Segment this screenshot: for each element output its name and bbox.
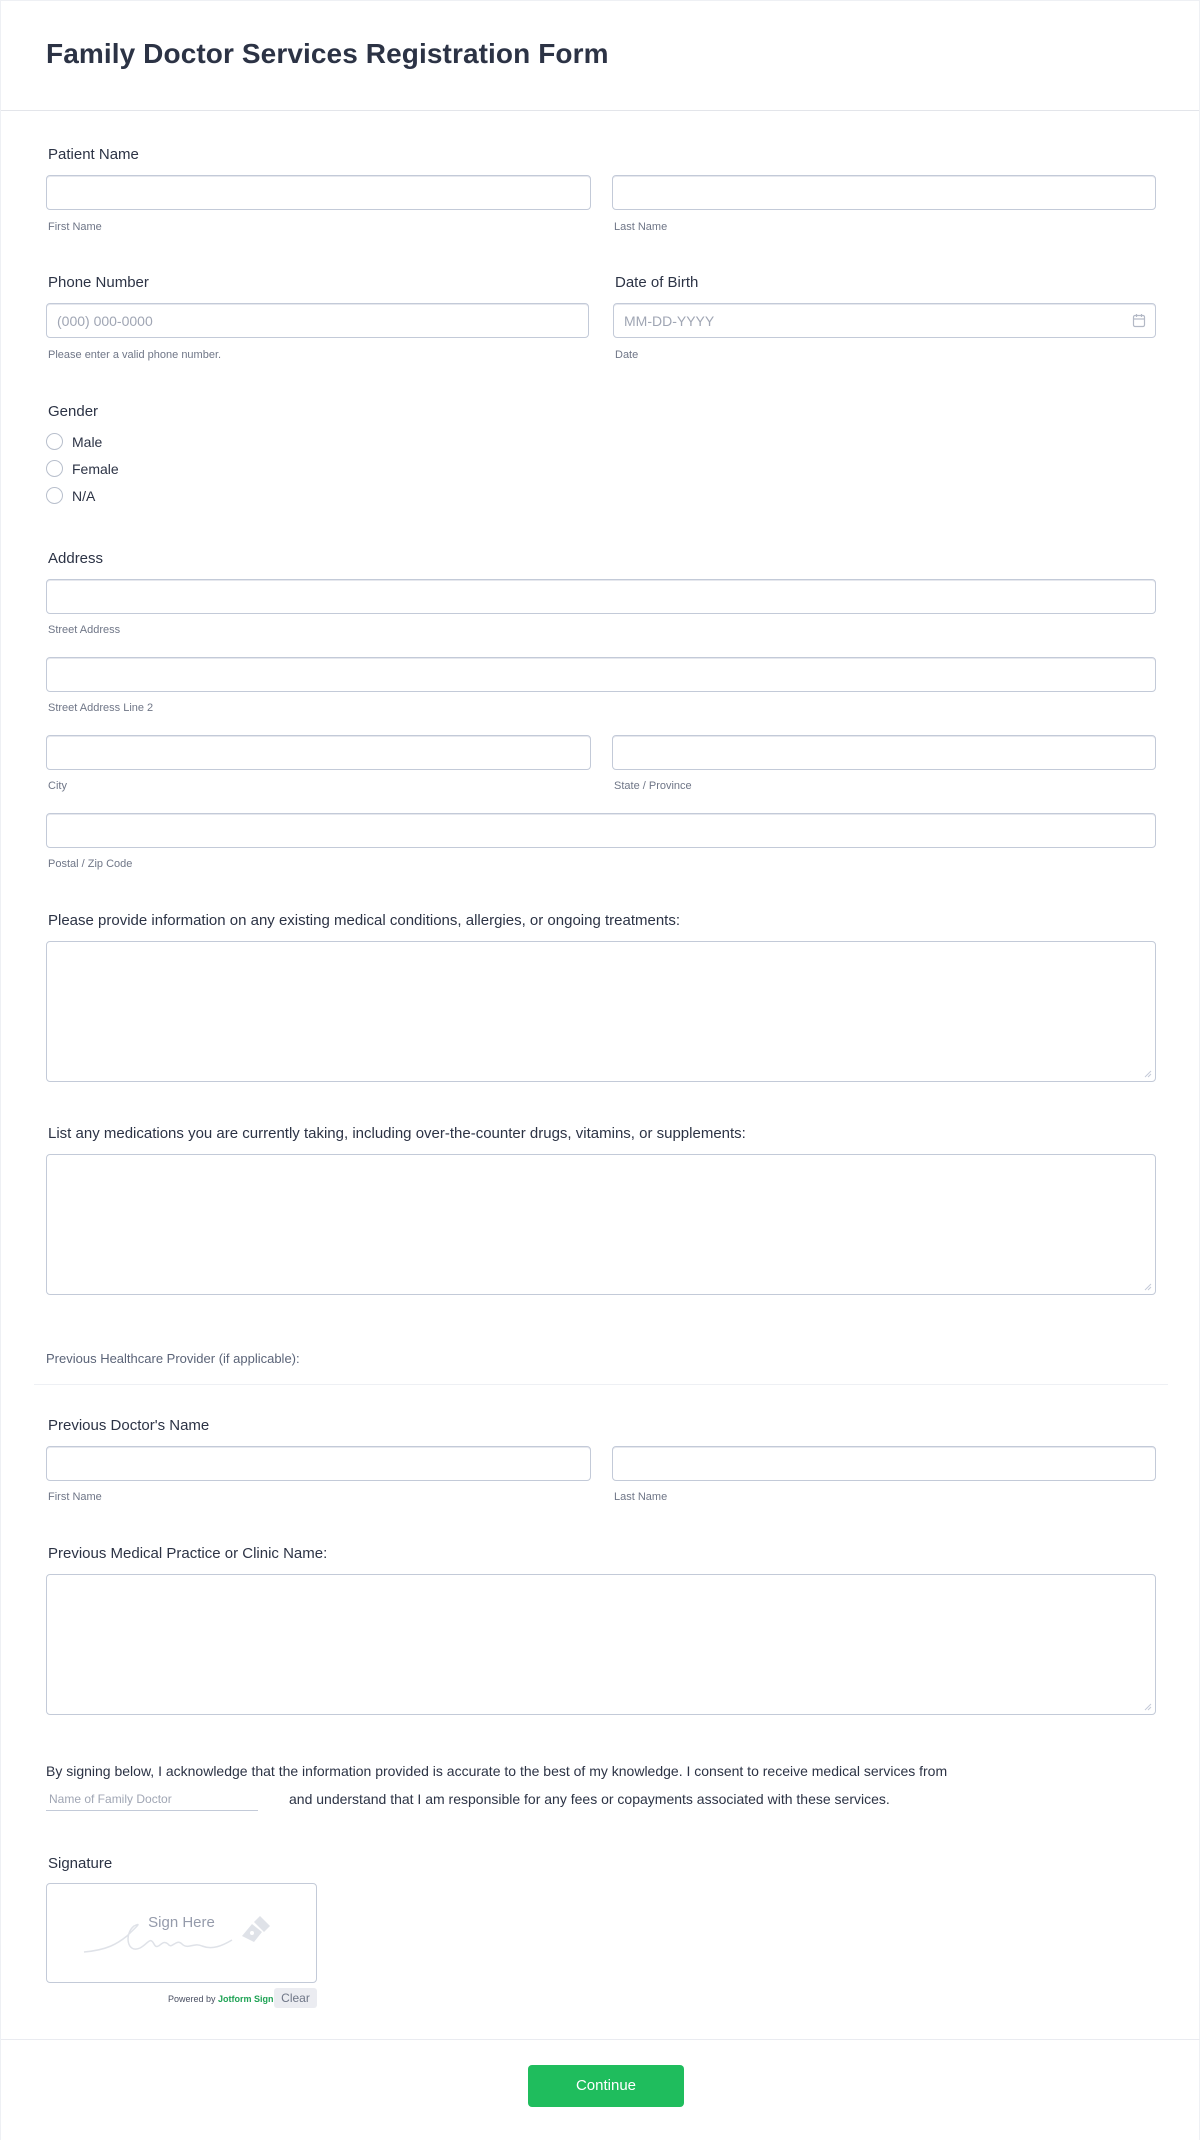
- dob-placeholder: MM-DD-YYYY: [624, 313, 715, 329]
- form-header: [1, 1, 1199, 111]
- gender-label: Gender: [48, 403, 99, 420]
- signature-label: Signature: [48, 1855, 113, 1872]
- street-address-input[interactable]: [46, 579, 1156, 614]
- street-address-line2-sublabel: Street Address Line 2: [48, 702, 154, 714]
- dob-sublabel: Date: [615, 349, 639, 361]
- consent-text-line1: By signing below, I acknowledge that the information provided is accurate to the best of my knowledge. I consent to receive medical services from: [46, 1763, 948, 1779]
- gender-radio-na[interactable]: [46, 487, 63, 504]
- resize-grip-icon[interactable]: [1144, 1703, 1152, 1711]
- conditions-textarea[interactable]: [46, 941, 1156, 1082]
- clear-signature-button[interactable]: Clear: [274, 1988, 317, 2008]
- street-address-line2-input[interactable]: [46, 657, 1156, 692]
- previous-practice-label: Previous Medical Practice or Clinic Name:: [48, 1545, 328, 1562]
- powered-by-prefix: Powered by: [168, 1994, 216, 2004]
- previous-doctor-label: Previous Doctor's Name: [48, 1417, 210, 1434]
- gender-option-male-label[interactable]: Male: [72, 434, 103, 450]
- footer-divider: [1, 2039, 1200, 2040]
- dob-label: Date of Birth: [615, 274, 699, 291]
- patient-last-name-sublabel: Last Name: [614, 221, 668, 233]
- gender-option-female-label[interactable]: Female: [72, 461, 119, 477]
- section-divider: [34, 1384, 1168, 1385]
- medications-label: List any medications you are currently taking, including over-the-counter drugs, vitamins, or supplements:: [48, 1125, 746, 1142]
- dob-input[interactable]: [613, 303, 1156, 338]
- family-doctor-name-input[interactable]: [46, 1789, 258, 1811]
- gender-option-na-label[interactable]: N/A: [72, 488, 96, 504]
- state-sublabel: State / Province: [614, 780, 692, 792]
- previous-provider-heading: Previous Healthcare Provider (if applicable):: [46, 1351, 300, 1366]
- previous-practice-textarea[interactable]: [46, 1574, 1156, 1715]
- previous-doctor-last-name-sublabel: Last Name: [614, 1491, 668, 1503]
- zip-sublabel: Postal / Zip Code: [48, 858, 133, 870]
- patient-first-name-sublabel: First Name: [48, 221, 102, 233]
- phone-sublabel: Please enter a valid phone number.: [48, 349, 222, 361]
- city-sublabel: City: [48, 780, 67, 792]
- zip-input[interactable]: [46, 813, 1156, 848]
- jotform-sign-link[interactable]: Jotform Sign: [218, 1994, 274, 2004]
- form-title: Family Doctor Services Registration Form: [46, 38, 609, 69]
- patient-first-name-input[interactable]: [46, 175, 591, 210]
- sign-here-placeholder: Sign Here: [148, 1914, 215, 1931]
- calendar-icon[interactable]: [1132, 313, 1146, 328]
- signature-scribble-icon: [82, 1914, 292, 1959]
- signature-pad[interactable]: [46, 1883, 317, 1983]
- gender-radio-female[interactable]: [46, 460, 63, 477]
- gender-radio-male[interactable]: [46, 433, 63, 450]
- family-doctor-name-placeholder: Name of Family Doctor: [49, 1792, 172, 1806]
- street-address-sublabel: Street Address: [48, 624, 121, 636]
- previous-doctor-last-name-input[interactable]: [612, 1446, 1156, 1481]
- medications-textarea[interactable]: [46, 1154, 1156, 1295]
- phone-input[interactable]: [46, 303, 589, 338]
- city-input[interactable]: [46, 735, 591, 770]
- resize-grip-icon[interactable]: [1144, 1283, 1152, 1291]
- state-input[interactable]: [612, 735, 1156, 770]
- phone-placeholder: (000) 000-0000: [57, 313, 153, 329]
- previous-doctor-first-name-sublabel: First Name: [48, 1491, 102, 1503]
- patient-name-label: Patient Name: [48, 146, 139, 163]
- patient-last-name-input[interactable]: [612, 175, 1156, 210]
- consent-text-line2: and understand that I am responsible for any fees or copayments associated with these services.: [289, 1791, 890, 1807]
- powered-by-text: [168, 1994, 274, 2004]
- address-label: Address: [48, 550, 104, 567]
- resize-grip-icon[interactable]: [1144, 1070, 1152, 1078]
- conditions-label: Please provide information on any existing medical conditions, allergies, or ongoing treatments:: [48, 912, 681, 929]
- phone-label: Phone Number: [48, 274, 149, 291]
- previous-doctor-first-name-input[interactable]: [46, 1446, 591, 1481]
- continue-button[interactable]: Continue: [528, 2065, 684, 2107]
